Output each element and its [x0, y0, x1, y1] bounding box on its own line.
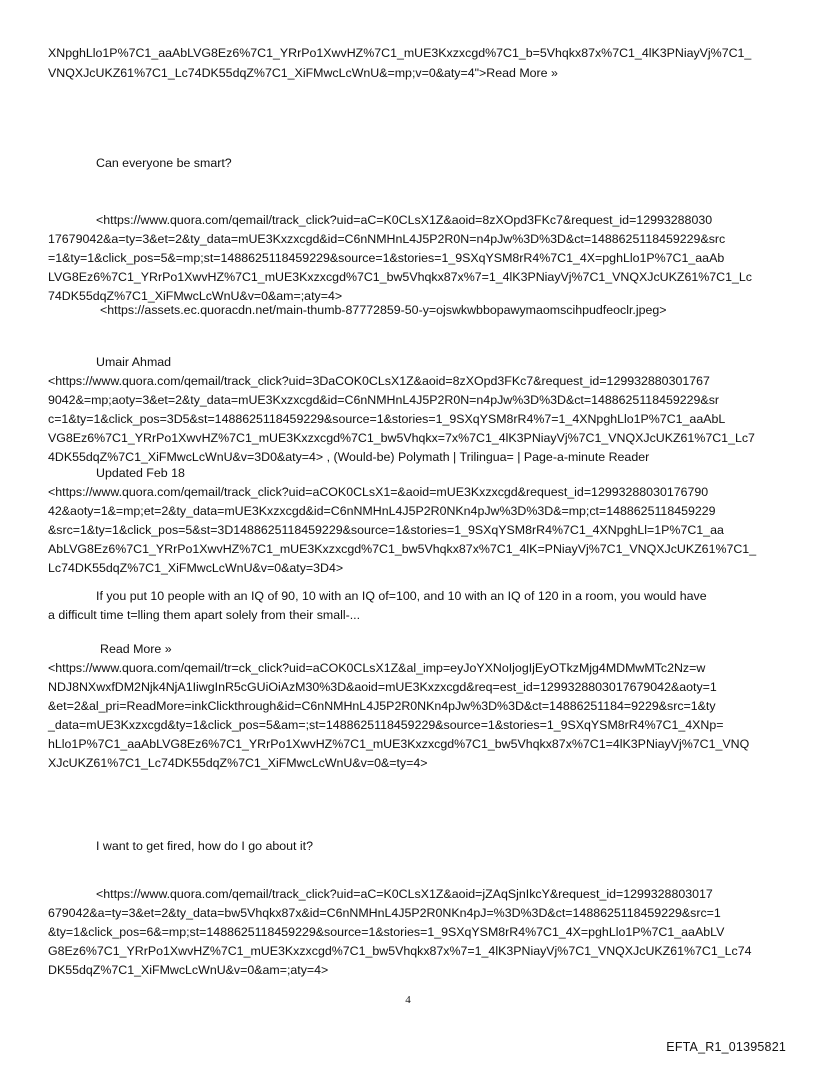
link-text-line[interactable]: hLlo1P%7C1_aaAbLVG8Ez6%7C1_YRrPo1XwvHZ%7C1_mUE3Kxzxcgd%7C1_bw5Vhqkx87x%7C1=4lK3PNiayVj%7C1_VNQ	[48, 737, 750, 751]
image-link[interactable]: <https://assets.ec.quoracdn.net/main-thumb-87772859-50-y=ojswkwbbopawymaomscihpudfeoclr.jpeg>	[100, 303, 667, 317]
document-id-footer: EFTA_R1_01395821	[666, 1040, 786, 1054]
question-title[interactable]: I want to get fired, how do I go about it?	[96, 839, 313, 853]
link-text-line[interactable]: AbLVG8Ez6%7C1_YRrPo1XwvHZ%7C1_mUE3Kxzxcgd%7C1_bw5Vhqkx87x%7C1_4lK=PNiayVj%7C1_VNQXJcUKZ61%7C1_	[48, 542, 757, 556]
read-more-link[interactable]: Read More »	[100, 642, 172, 656]
author-credentials[interactable]: 4DK55dqZ%7C1_XiFMwcLcWnU&v=3D0&aty=4> , (Would-be) Polymath | Trilingua= | Page-a-minute Reader	[48, 450, 650, 464]
link-text-line[interactable]: Lc74DK55dqZ%7C1_XiFMwcLcWnU&v=0&aty=3D4>	[48, 561, 344, 575]
link-text-line[interactable]: 679042&a=ty=3&et=2&ty_data=bw5Vhqkx87x&id=C6nNMHnL4J5P2R0NKn4pJ=%3D%3D&ct=1488625118459229&src=1	[48, 906, 721, 920]
link-text-line[interactable]: <https://www.quora.com/qemail/track_click?uid=3DaCOK0CLsX1Z&aoid=8zXOpd3FKc7&request_id=129932880301767	[48, 374, 710, 388]
author-name[interactable]: Umair Ahmad	[96, 355, 172, 369]
link-text-line[interactable]: _data=mUE3Kxzxcgd&ty=1&click_pos=5&am=;st=1488625118459229&source=1&stories=1_9SXqYSM8rR4%7C1_4XNp=	[48, 718, 724, 732]
link-text-line[interactable]: XJcUKZ61%7C1_Lc74DK55dqZ%7C1_XiFMwcLcWnU&v=0&=ty=4>	[48, 756, 428, 770]
link-text-line[interactable]: <https://www.quora.com/qemail/track_click?uid=aCOK0CLsX1=&aoid=mUE3Kxzxcgd&request_id=12993288030176790	[48, 485, 709, 499]
link-text-line[interactable]: 17679042&a=ty=3&et=2&ty_data=mUE3Kxzxcgd&id=C6nNMHnL4J5P2R0N=n4pJw%3D%3D&ct=1488625118459229&src	[48, 232, 726, 246]
link-text-line[interactable]: &src=1&ty=1&click_pos=5&st=3D1488625118459229&source=1&stories=1_9SXqYSM8rR4%7C1_4XNpghLl=1P%7C1_aa	[48, 523, 724, 537]
link-text-line[interactable]: VNQXJcUKZ61%7C1_Lc74DK55dqZ%7C1_XiFMwcLcWnU&=mp;v=0&aty=4">Read More »	[48, 66, 558, 80]
link-text-line[interactable]: &et=2&al_pri=ReadMore=inkClickthrough&id=C6nNMHnL4J5P2R0NKn4pJw%3D%3D&ct=14886251184=9229&src=1&ty	[48, 699, 716, 713]
link-text-line[interactable]: <https://www.quora.com/qemail/track_click?uid=aC=K0CLsX1Z&aoid=jZAqSjnIkcY&request_id=1299328803017	[96, 887, 713, 901]
link-text-line[interactable]: DK55dqZ%7C1_XiFMwcLcWnU&v=0&am=;aty=4>	[48, 963, 329, 977]
answer-excerpt: If you put 10 people with an IQ of 90, 10 with an IQ of=100, and 10 with an IQ of 120 in a room, you would have	[96, 589, 707, 603]
answer-excerpt: a difficult time t=lling them apart solely from their small-...	[48, 608, 361, 622]
link-text-line[interactable]: G8Ez6%7C1_YRrPo1XwvHZ%7C1_mUE3Kxzxcgd%7C1_bw5Vhqkx87x%7=1_4lK3PNiayVj%7C1_VNQXJcUKZ61%7C1_Lc74	[48, 944, 752, 958]
link-text-line[interactable]: VG8Ez6%7C1_YRrPo1XwvHZ%7C1_mUE3Kxzxcgd%7C1_bw5Vhqkx=7x%7C1_4lK3PNiayVj%7C1_VNQXJcUKZ61%7C1_Lc7	[48, 431, 755, 445]
link-text-line[interactable]: c=1&ty=1&click_pos=3D5&st=1488625118459229&source=1&stories=1_9SXqYSM8rR4%7=1_4XNpghLlo1P%7C1_aaAbL	[48, 412, 726, 426]
updated-date: Updated Feb 18	[96, 466, 185, 480]
page-number: 4	[405, 994, 411, 1006]
link-text-line[interactable]: 9042&=mp;aoty=3&et=2&ty_data=mUE3Kxzxcgd&id=C6nNMHnL4J5P2R0N=n4pJw%3D%3D&ct=1488625118459229&sr	[48, 393, 720, 407]
link-text-line[interactable]: 74DK55dqZ%7C1_XiFMwcLcWnU&v=0&am=;aty=4>	[48, 289, 343, 303]
question-title[interactable]: Can everyone be smart?	[96, 156, 232, 170]
link-text-line[interactable]: <https://www.quora.com/qemail/track_click?uid=aC=K0CLsX1Z&aoid=8zXOpd3FKc7&request_id=12993288030	[96, 213, 713, 227]
link-text-line[interactable]: =1&ty=1&click_pos=5&=mp;st=1488625118459229&source=1&stories=1_9SXqYSM8rR4%7C1_4X=pghLlo1P%7C1_aaAb	[48, 251, 725, 265]
link-text-line[interactable]: NDJ8NXwxfDM2Njk4NjA1IiwgInR5cGUiOiAzM30%3D&aoid=mUE3Kxzxcgd&req=est_id=1299328803017679042&aoty=1	[48, 680, 717, 694]
link-text-line[interactable]: LVG8Ez6%7C1_YRrPo1XwvHZ%7C1_mUE3Kxzxcgd%7C1_bw5Vhqkx87x%7=1_4lK3PNiayVj%7C1_VNQXJcUKZ61%7C1_Lc	[48, 270, 752, 284]
link-text-line[interactable]: <https://www.quora.com/qemail/tr=ck_click?uid=aCOK0CLsX1Z&al_imp=eyJoYXNoIjogIjEyOTkzMjg4MDMwMTc2Nz=w	[48, 661, 706, 675]
link-text-line[interactable]: &ty=1&click_pos=6&=mp;st=1488625118459229&source=1&stories=1_9SXqYSM8rR4%7C1_4X=pghLlo1P%7C1_aaAbLV	[48, 925, 725, 939]
link-text-line[interactable]: XNpghLlo1P%7C1_aaAbLVG8Ez6%7C1_YRrPo1XwvHZ%7C1_mUE3Kxzxcgd%7C1_b=5Vhqkx87x%7C1_4lK3PNiayVj%7C1_	[48, 46, 752, 60]
link-text-line[interactable]: 42&aoty=1&=mp;et=2&ty_data=mUE3Kxzxcgd&id=C6nNMHnL4J5P2R0NKn4pJw%3D%3D&=mp;ct=1488625118459229	[48, 504, 716, 518]
